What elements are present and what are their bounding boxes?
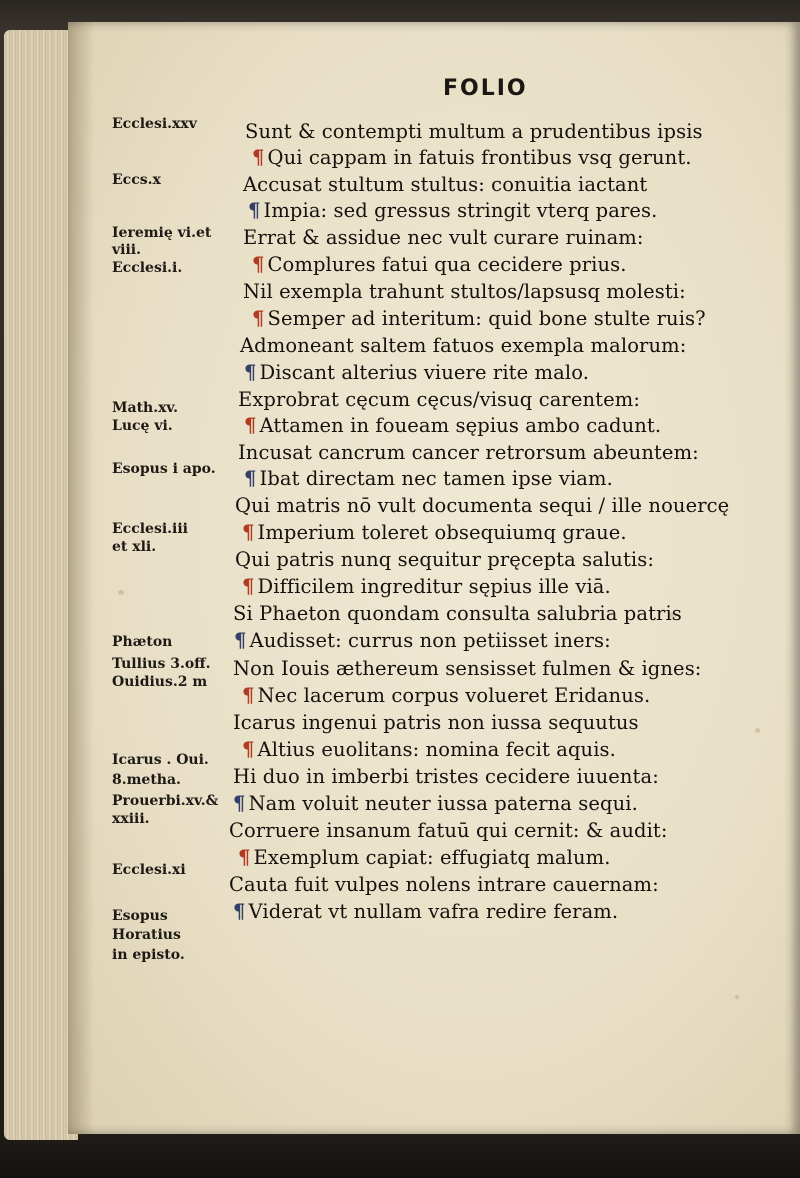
foxing-spot: [735, 995, 739, 999]
margin-gloss: Esopus i apo.: [112, 461, 216, 477]
verse-line: [233, 900, 618, 923]
pilcrow-mark: ¶: [233, 900, 246, 923]
verse-line: [233, 711, 639, 734]
verse-text: Semper ad interitum: quid bone stulte ruis?: [267, 307, 706, 330]
pilcrow-mark: ¶: [244, 467, 257, 490]
verse-line: [242, 738, 616, 761]
verse-text: Nam voluit neuter iussa paterna sequi.: [248, 792, 638, 815]
pilcrow-mark: ¶: [244, 361, 257, 384]
verse-text: Si Phaeton quondam consulta salubria patris: [233, 602, 682, 625]
margin-gloss: Tullius 3.off.: [112, 656, 211, 672]
verse-text: Qui matris nō vult documenta sequi / ille nouercę: [235, 494, 730, 517]
margin-gloss: Ecclesi.i.: [112, 260, 183, 276]
verse-text: Complures fatui qua cecidere prius.: [267, 253, 627, 276]
verse-line: [233, 792, 638, 815]
verse-line: [244, 414, 661, 437]
pilcrow-mark: ¶: [248, 199, 261, 222]
margin-gloss: et xli.: [112, 539, 157, 555]
pilcrow-mark: ¶: [234, 629, 247, 652]
page-gutter-shadow: [68, 22, 94, 1134]
verse-text: Qui cappam in fatuis frontibus vsq gerunt.: [267, 146, 692, 169]
margin-gloss: Horatius: [112, 927, 181, 943]
margin-gloss: Math.xv.: [112, 400, 179, 416]
verse-line: [238, 441, 699, 464]
verse-line: [234, 629, 611, 652]
verse-text: Discant alterius viuere rite malo.: [259, 361, 589, 384]
verse-line: [243, 280, 686, 303]
verse-text: Viderat vt nullam vafra redire feram.: [248, 900, 619, 923]
margin-gloss: Ecclesi.iii: [112, 521, 188, 537]
verse-line: [238, 388, 640, 411]
verse-line: [229, 873, 659, 896]
verse-line: [229, 819, 668, 842]
verse-line: [240, 334, 686, 357]
pilcrow-mark: ¶: [242, 684, 255, 707]
verse-line: [235, 548, 654, 571]
verse-text: Nil exempla trahunt stultos/lapsusq molesti:: [243, 280, 686, 303]
pilcrow-mark: ¶: [233, 792, 246, 815]
margin-gloss: xxiii.: [112, 811, 150, 827]
verse-line: [233, 657, 701, 680]
verse-text: Imperium toleret obsequiumq graue.: [257, 521, 627, 544]
margin-gloss: in episto.: [112, 947, 185, 963]
verse-text: Altius euolitans: nomina fecit aquis.: [257, 738, 616, 761]
verse-text: Hi duo in imberbi tristes cecidere iuuenta:: [233, 765, 659, 788]
verse-text: Cauta fuit vulpes nolens intrare cauernam:: [229, 873, 659, 896]
page-edges: [4, 30, 78, 1140]
margin-gloss: Icarus . Oui.: [112, 752, 209, 768]
pilcrow-mark: ¶: [242, 521, 255, 544]
verse-text: Difficilem ingreditur sępius ille viā.: [257, 575, 611, 598]
pilcrow-mark: ¶: [252, 253, 265, 276]
margin-gloss: 8.metha.: [112, 772, 181, 788]
verse-text: Admoneant saltem fatuos exempla malorum:: [240, 334, 687, 357]
margin-gloss: Ieremię vi.et: [112, 225, 212, 241]
pilcrow-mark: ¶: [238, 846, 251, 869]
verse-line: [233, 765, 659, 788]
foxing-spot: [755, 728, 760, 733]
verse-line: [244, 467, 613, 490]
verse-line: [244, 361, 589, 384]
verse-line: [242, 521, 627, 544]
folio-header: FOLIO: [443, 76, 528, 101]
margin-gloss: Phæton: [112, 634, 173, 650]
verse-line: [243, 226, 644, 249]
verse-line: [252, 146, 692, 169]
pilcrow-mark: ¶: [252, 307, 265, 330]
verse-text: Non Iouis æthereum sensisset fulmen & ignes:: [233, 657, 702, 680]
verse-text: Errat & assidue nec vult curare ruinam:: [243, 226, 644, 249]
verse-text: Corruere insanum fatuū qui cernit: & audit:: [229, 819, 668, 842]
verse-text: Impia: sed gressus stringit vterq pares.: [263, 199, 658, 222]
margin-gloss: Ouidius.2 m: [112, 674, 208, 690]
margin-gloss: Ecclesi.xxv: [112, 116, 197, 132]
margin-gloss: Esopus: [112, 908, 168, 924]
verse-text: Exemplum capiat: effugiatq malum.: [253, 846, 611, 869]
verse-text: Sunt & contempti multum a prudentibus ipsis: [245, 120, 703, 143]
margin-gloss: Ecclesi.xi: [112, 862, 186, 878]
verse-text: Nec lacerum corpus volueret Eridanus.: [257, 684, 651, 707]
verse-line: [242, 575, 611, 598]
margin-gloss: Prouerbi.xv.&: [112, 793, 219, 809]
verse-line: [252, 253, 627, 276]
pilcrow-mark: ¶: [242, 738, 255, 761]
verse-line: [252, 307, 706, 330]
verse-line: [233, 602, 682, 625]
foxing-spot: [118, 590, 124, 595]
verse-line: [238, 846, 611, 869]
margin-gloss: viii.: [112, 242, 141, 258]
pilcrow-mark: ¶: [252, 146, 265, 169]
verse-line: [235, 494, 729, 517]
verse-text: Audisset: currus non petiisset iners:: [249, 629, 611, 652]
verse-text: Accusat stultum stultus: conuitia iactant: [243, 173, 648, 196]
margin-gloss: Lucę vi.: [112, 418, 173, 434]
verse-line: [245, 120, 703, 143]
pilcrow-mark: ¶: [242, 575, 255, 598]
verse-line: [242, 684, 650, 707]
margin-gloss: Eccs.x: [112, 172, 161, 188]
verse-text: Qui patris nunq sequitur pręcepta salutis:: [235, 548, 655, 571]
verse-text: Attamen in foueam sępius ambo cadunt.: [259, 414, 662, 437]
verse-line: [248, 199, 657, 222]
verse-line: [243, 173, 647, 196]
verse-text: Ibat directam nec tamen ipse viam.: [259, 467, 613, 490]
pilcrow-mark: ¶: [244, 414, 257, 437]
verse-text: Exprobrat cęcum cęcus/visuq carentem:: [238, 388, 640, 411]
verse-text: Icarus ingenui patris non iussa sequutus: [233, 711, 639, 734]
verse-text: Incusat cancrum cancer retrorsum abeuntem:: [238, 441, 699, 464]
